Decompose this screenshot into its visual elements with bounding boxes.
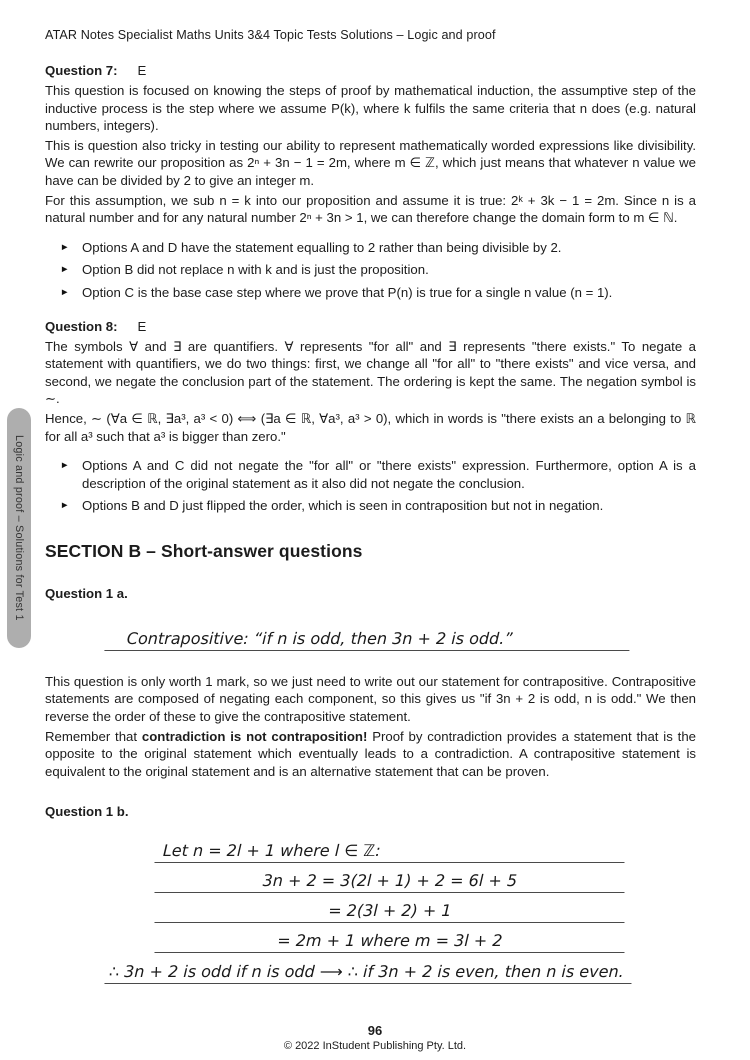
- list-item: [60, 457, 696, 492]
- question-8-bullets: [45, 457, 696, 515]
- handwritten-answer-1a-text: Contrapositive: “if n is odd, then 3n + 2 is odd.”: [126, 628, 513, 648]
- handwritten-line-text: = 2(3l + 2) + 1: [327, 901, 452, 921]
- chapter-side-tab: [7, 408, 31, 648]
- chapter-side-tab-label: Logic and proof – Solutions for Test 1: [13, 435, 25, 621]
- note-bold: contradiction is not contraposition!: [141, 728, 368, 744]
- question-1a-paragraph-2: [45, 728, 696, 781]
- handwritten-answer-1a: [104, 617, 630, 651]
- handwritten-line-text: 3n + 2 = 3(2l + 1) + 2 = 6l + 5: [262, 871, 518, 891]
- bullet-text: Options A and D have the statement equalling to 2 rather than being divisible by 2.: [82, 239, 562, 255]
- bullet-text: Option B did not replace n with k and is just the proposition.: [82, 262, 429, 278]
- bullet-text: Option C is the base case step where we prove that P(n) is true for a single n value (n = 1).: [82, 284, 613, 300]
- bullet-text: Options A and C did not negate the "for all" or "there exists" expression. Furthermore, option A is a description of the original statement as it also did not negate the conclusion.: [82, 458, 696, 491]
- list-item: [60, 261, 696, 279]
- handwritten-line-text: ∴ 3n + 2 is odd if n is odd ⟶ ∴ if 3n + 2 is even, then n is even.: [108, 962, 625, 982]
- question-7-paragraph-1: This question is focused on knowing the steps of proof by mathematical induction, the assumptive step of the inductive process is the step where we assume P(k), where k fulfils the same criteria that n does (e.g. natural numbers, integers).: [45, 83, 696, 134]
- list-item: [60, 239, 696, 257]
- bullet-triangle-icon: ►: [60, 500, 70, 512]
- list-item: [60, 497, 696, 515]
- handwritten-line-text: Let n = 2l + 1 where l ∈ ℤ:: [162, 841, 381, 861]
- section-b-heading: SECTION B – Short-answer questions: [45, 540, 363, 561]
- question-8-label: Question 8:: [45, 318, 118, 334]
- handwritten-line: [154, 923, 625, 953]
- bullet-triangle-icon: ►: [60, 241, 70, 253]
- note-post: Proof by contradiction provides a statement that is the opposite to the original statement which eventually leads to a contradiction. A contrapositive statement is equivalent to the original statement and is an alternative statement that can be proven.: [45, 728, 696, 779]
- handwritten-line: [104, 953, 632, 984]
- question-8-answer: E: [137, 318, 147, 334]
- question-7-paragraph-3: For this assumption, we sub n = k into our proposition and assume it is true: 2ᵏ + 3k − 1 = 2m. Since n is a natural number and for any natural number 2ⁿ + 3n > 1, we can therefore change the domain form to m ∈ ℕ.: [45, 192, 696, 226]
- bullet-text: Options B and D just flipped the order, which is seen in contraposition but not in negation.: [82, 498, 604, 514]
- copyright-notice: © 2022 InStudent Publishing Pty. Ltd.: [283, 1040, 467, 1052]
- handwritten-work-1b: [45, 833, 696, 984]
- handwritten-line-text: = 2m + 1 where m = 3l + 2: [276, 931, 503, 951]
- document-header: ATAR Notes Specialist Maths Units 3&4 Topic Tests Solutions – Logic and proof: [45, 28, 496, 42]
- question-8-heading: [45, 318, 696, 336]
- question-7-label: Question 7:: [45, 63, 118, 78]
- handwritten-line: [154, 863, 625, 893]
- list-item: [60, 284, 696, 302]
- question-7-answer: E: [137, 63, 147, 78]
- question-7-heading: [45, 62, 696, 80]
- question-1a-label: Question 1 a.: [45, 585, 128, 601]
- question-1b-label: Question 1 b.: [45, 804, 129, 820]
- handwritten-line: [154, 833, 625, 863]
- question-1a-paragraph-1: This question is only worth 1 mark, so we just need to write out our statement for contrapositive. Contrapositive statements are composed of negating each component, so this gives us "if 3n + 2 is odd, n is odd." We then reverse the order of these to give the contrapositive statement.: [45, 673, 696, 725]
- question-8-paragraph-2: Hence, ∼ (∀a ∈ ℝ, ∃a³, a³ < 0) ⟺ (∃a ∈ ℝ, ∀a³, a³ > 0), which in words is "there exists an a belonging to ℝ for all a³ such that a³ is bigger than zero.": [45, 410, 696, 444]
- page-number: 96: [367, 1023, 383, 1038]
- question-8-paragraph-1: The symbols ∀ and ∃ are quantifiers. ∀ represents "for all" and ∃ represents "there exists." To negate a statement with quantifiers, we do two things: first, we change all "for all" to "there exists" and vice versa, and second, we negate the conclusion part of the statement. The ordering is kept the same. The negation symbol is ∼.: [45, 338, 696, 407]
- bullet-triangle-icon: ►: [60, 264, 70, 276]
- page-footer: [0, 1023, 750, 1052]
- bullet-triangle-icon: ►: [60, 460, 70, 472]
- bullet-triangle-icon: ►: [60, 286, 70, 298]
- handwritten-line: [154, 893, 625, 923]
- question-7-paragraph-2: This is question also tricky in testing our ability to represent mathematically worded expressions like divisibility. We can rewrite our proposition as 2ⁿ + 3n − 1 = 2m, where m ∈ ℤ, which just means that whatever n value we have can be divided by 2 to give an integer m.: [45, 137, 696, 188]
- note-pre: Remember that: [45, 728, 142, 744]
- question-7-bullets: [45, 239, 696, 302]
